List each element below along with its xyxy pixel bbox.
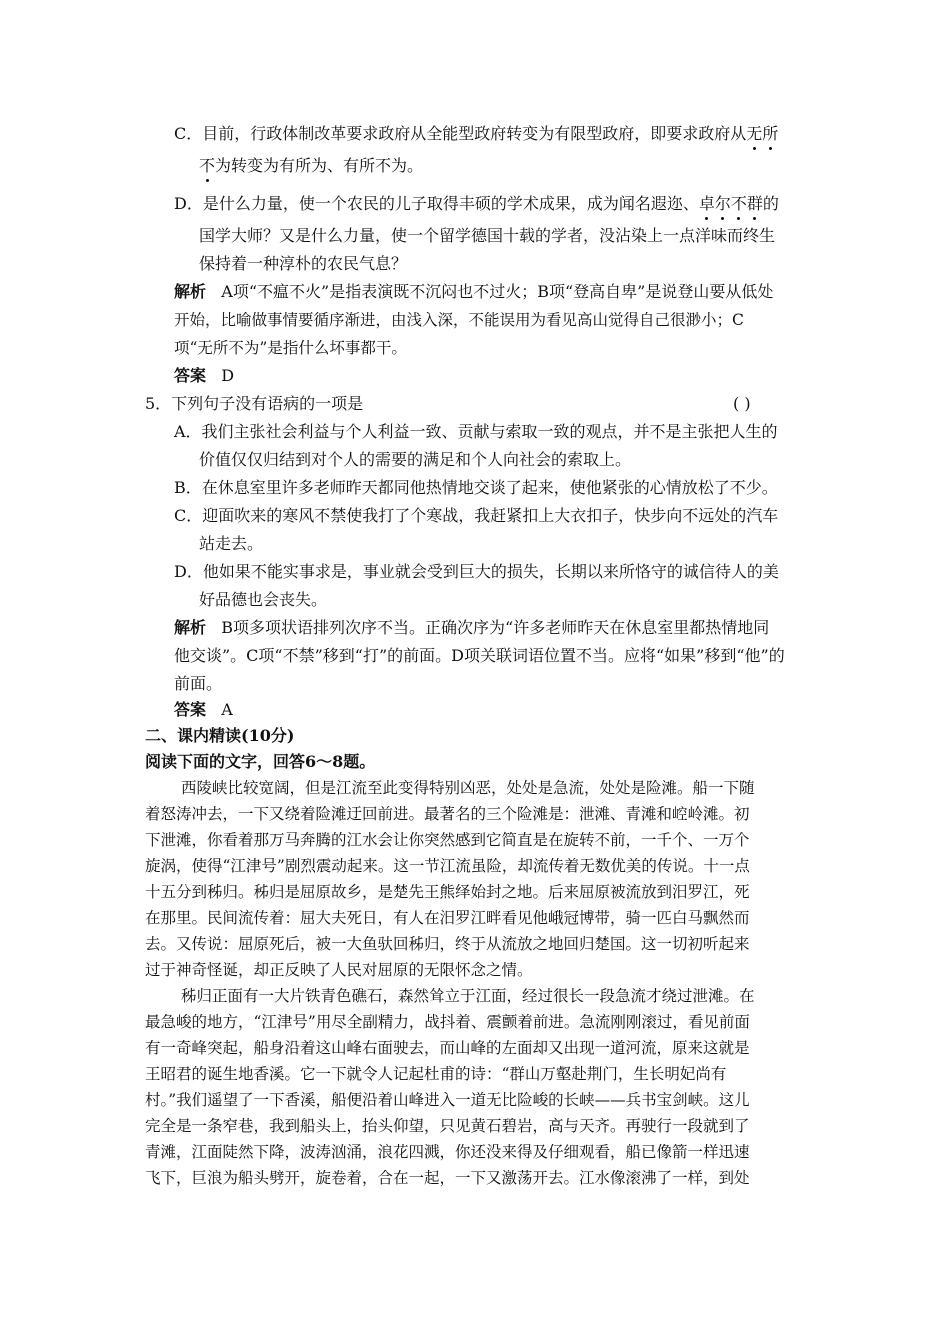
emphasis-char: 尔: [714, 194, 731, 213]
q5-option-c-line-2: 站走去。: [199, 534, 264, 553]
option-d-line-1: [174, 194, 779, 214]
option-c-text: 为转变为有所为、有所不为。: [215, 156, 424, 175]
q5-option-d-line-1: D．他如果不能实事求是，事业就会受到巨大的损失，长期以来所恪守的诚信待人的美: [174, 562, 779, 581]
passage-line: 去。又传说：屈原死后，被一大鱼驮回秭归，终于从流放之地回归楚国。这一切初听起来: [145, 935, 750, 953]
option-d-text: D．是什么力量，使一个农民的儿子取得丰硕的学术成果，成为闻名遐迩、: [174, 194, 699, 213]
option-c-line-2: [199, 156, 423, 176]
passage-line: 在那里。民间流传着：屈大夫死日，有人在汨罗江畔看见他峨冠博带，骑一匹白马飘然而: [145, 909, 750, 927]
option-c-text: C．目前，行政体制改革要求政府从全能型政府转变为有限型政府，即要求政府从: [174, 124, 747, 143]
q5-analysis-line-3: 前面。: [174, 674, 223, 693]
passage-line: 下泄滩，你看着那万马奔腾的江水会让你突然感到它简直是在旋转不前，一千个、一万个: [145, 831, 750, 849]
option-c-line-1: [174, 124, 778, 144]
emphasis-char: 群: [746, 194, 763, 213]
option-d-line-3: 保持着一种淳朴的农民气息？: [199, 254, 408, 273]
q5-option-b-line-1: B．在休息室里许多老师昨天都同他热情地交谈了起来，使他紧张的心情放松了不少。: [174, 478, 778, 497]
passage-line: 西陵峡比较宽阔，但是江流至此变得特别凶恶，处处是急流，处处是险滩。船一下随: [181, 779, 755, 797]
q5-option-a-line-2: 价值仅仅归结到对个人的需要的满足和个人向社会的索取上。: [199, 450, 632, 469]
analysis-text: A项“不瘟不火”是指表演既不沉闷也不过火；B项“登高自卑”是说登山要从低处: [221, 282, 774, 301]
passage-line: 村。”我们遥望了一下香溪，船便沿着山峰进入一道无比险峻的长峡——兵书宝剑峡。这儿: [145, 1091, 750, 1109]
passage-line: 王昭君的诞生地香溪。它一下就令人记起杜甫的诗：“群山万壑赴荆门，生长明妃尚有: [145, 1065, 727, 1083]
passage-line: 过于神奇怪诞，却正反映了人民对屈原的无限怀念之情。: [145, 961, 533, 979]
emphasis-char: 所: [762, 124, 779, 143]
q5-option-d-line-2: 好品德也会丧失。: [199, 590, 328, 609]
answer-label: 答案: [174, 366, 207, 385]
analysis-line-3: 项“无所不为”是指什么坏事都干。: [174, 339, 407, 357]
option-d-line-2: 国学大师？又是什么力量，使一个留学德国十载的学者，没沾染上一点洋味而终生: [199, 226, 776, 245]
emphasis-char: 不: [730, 194, 747, 213]
passage-line: 有一奇峰突起，船身沿着这山峰右面驶去，而山峰的左面却又出现一道河流，原来这就是: [145, 1039, 750, 1057]
emphasis-char: 不: [199, 156, 216, 175]
answer-line: [174, 366, 234, 386]
section-heading: 二、课内精读(10分): [145, 726, 295, 745]
analysis-text: B项多项状语排列次序不当。正确次序为“许多老师昨天在休息室里都热情地同: [221, 618, 770, 637]
passage-line: 青滩，江面陡然下降，波涛汹涌，浪花四溅，你还没来得及仔细观看，船已像箭一样迅速: [145, 1143, 750, 1161]
analysis-line-2: 开始，比喻做事情要循序渐进，由浅入深，不能误用为看见高山觉得自己很渺小；C: [174, 311, 744, 329]
answer-value: D: [221, 366, 235, 385]
analysis-label: 解析: [174, 618, 207, 637]
passage-line: 秭归正面有一大片铁青色礁石，森然耸立于江面，经过很长一段急流才绕过泄滩。在: [181, 987, 755, 1005]
passage-line: 最急峻的地方，“江津号”用尽全副精力，战抖着、震颤着前进。急流刚刚滚过，看见前面: [145, 1013, 750, 1031]
answer-label: 答案: [174, 700, 207, 719]
passage-line: 十五分到秭归。秭归是屈原故乡，是楚先王熊绎始封之地。后来屈原被流放到汨罗江，死: [145, 883, 750, 901]
q5-option-a-line-1: A．我们主张社会利益与个人利益一致、贡献与索取一致的观点，并不是主张把人生的: [174, 422, 778, 441]
passage-line: 着怒涛冲去，一下又绕着险滩迂回前进。最著名的三个险滩是：泄滩、青滩和崆岭滩。初: [145, 805, 750, 823]
analysis-label: 解析: [174, 282, 207, 301]
answer-bracket: ( ): [733, 394, 751, 413]
reading-instruction: 阅读下面的文字，回答6～8题。: [145, 752, 376, 771]
q5-option-c-line-1: C．迎面吹来的寒风不禁使我打了个寒战，我赶紧扣上大衣扣子，快步向不远处的汽车: [174, 506, 779, 525]
analysis-line-1: [174, 282, 773, 302]
emphasis-char: 无: [746, 124, 763, 143]
passage-line: 飞下，巨浪为船头劈开，旋卷着，合在一起，一下又激荡开去。江水像滚沸了一样，到处: [145, 1169, 750, 1187]
q5-answer-line: [174, 700, 233, 720]
question-5-stem: 5．下列句子没有语病的一项是: [145, 394, 364, 413]
passage-line: 完全是一条窄巷，我到船头上，抬头仰望，只见黄石碧岩，高与天齐。再驶行一段就到了: [145, 1117, 750, 1135]
emphasis-char: 卓: [698, 194, 715, 213]
passage-line: 旋涡，使得“江津号”剧烈震动起来。这一节江流虽险，却流传着无数优美的传说。十一点: [145, 857, 750, 875]
q5-analysis-line-1: [174, 618, 769, 638]
q5-analysis-line-2: 他交谈”。C项“不禁”移到“打”的前面。D项关联词语位置不当。应将“如果”移到“他”的: [174, 646, 785, 665]
option-d-text: 的: [762, 194, 779, 213]
answer-value: A: [221, 700, 233, 719]
